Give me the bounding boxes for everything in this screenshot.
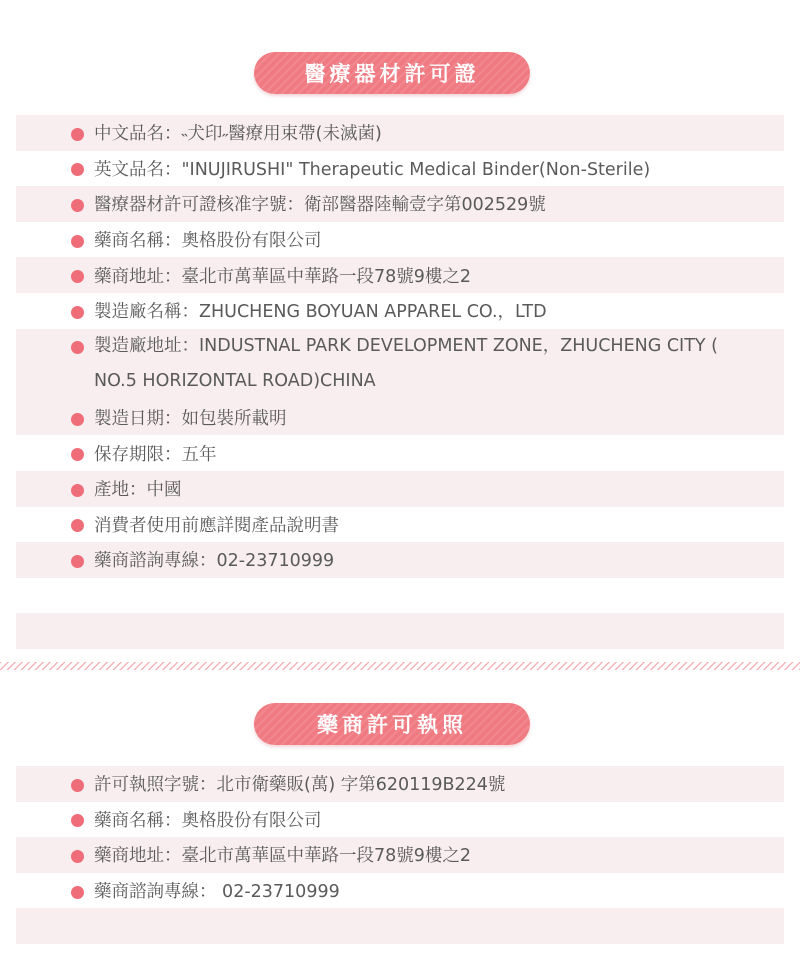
- list-item: 藥商名稱：奧格股份有限公司: [16, 222, 784, 258]
- bullet-icon: [71, 163, 84, 176]
- list-item: 保存期限：五年: [16, 435, 784, 471]
- list-item: 消費者使用前應詳閱產品說明書: [16, 507, 784, 543]
- bullet-icon: [71, 341, 84, 354]
- bullet-icon: [71, 270, 84, 283]
- list-item: 藥商諮詢專線： 02-23710999: [16, 873, 784, 909]
- section-divider: [0, 662, 800, 670]
- list-spacer: [16, 578, 784, 614]
- bullet-icon: [71, 814, 84, 827]
- pharmacy-license-list: [16, 766, 784, 944]
- list-spacer: [16, 613, 784, 649]
- list-item: 中文品名：˵犬印˶醫療用束帶(未滅菌): [16, 115, 784, 151]
- section-title-medical-device-license: 醫療器材許可證: [254, 52, 530, 94]
- list-spacer: [16, 908, 784, 944]
- bullet-icon: [71, 555, 84, 568]
- list-item: 藥商諮詢專線：02-23710999: [16, 542, 784, 578]
- bullet-icon: [71, 235, 84, 248]
- bullet-icon: [71, 413, 84, 426]
- list-item: 產地：中國: [16, 471, 784, 507]
- list-item: 醫療器材許可證核准字號：衛部醫器陸輸壹字第002529號: [16, 186, 784, 222]
- bullet-icon: [71, 199, 84, 212]
- list-item: 藥商名稱：奧格股份有限公司: [16, 802, 784, 838]
- section-title-pharmacy-license: 藥商許可執照: [254, 703, 530, 745]
- list-item: 許可執照字號：北市衛藥販(萬) 字第620119B224號: [16, 766, 784, 802]
- list-item: 藥商地址：臺北市萬華區中華路一段78號9樓之2: [16, 257, 784, 293]
- list-item: 藥商地址：臺北市萬華區中華路一段78號9樓之2: [16, 837, 784, 873]
- list-item: 製造廠地址：INDUSTNAL PARK DEVELOPMENT ZONE，ZHUCHENG CITY ( NO.5 HORIZONTAL ROAD)CHINA: [16, 329, 784, 400]
- list-item: 英文品名："INUJIRUSHI" Therapeutic Medical Binder(Non-Sterile): [16, 151, 784, 187]
- bullet-icon: [71, 519, 84, 532]
- bullet-icon: [71, 448, 84, 461]
- bullet-icon: [71, 779, 84, 792]
- bullet-icon: [71, 850, 84, 863]
- bullet-icon: [71, 886, 84, 899]
- list-item: 製造日期：如包裝所載明: [16, 400, 784, 436]
- medical-device-license-list: [16, 115, 784, 649]
- list-item: 製造廠名稱：ZHUCHENG BOYUAN APPAREL CO.，LTD: [16, 293, 784, 329]
- bullet-icon: [71, 484, 84, 497]
- bullet-icon: [71, 128, 84, 141]
- bullet-icon: [71, 306, 84, 319]
